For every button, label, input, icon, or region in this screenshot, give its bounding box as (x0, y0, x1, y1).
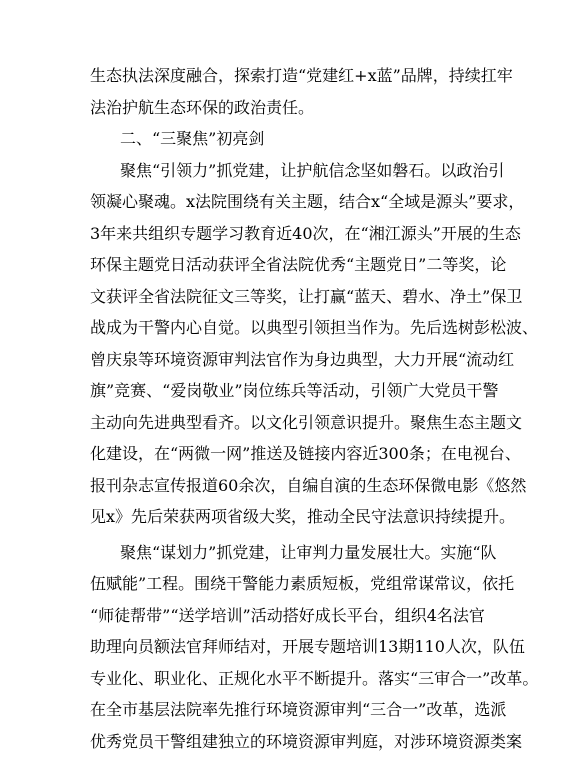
paragraph-line: 曾庆泉等环境资源审判法官作为身边典型，大力开展“流动红 (90, 350, 515, 369)
paragraph-line: 助理向员额法官拜师结对，开展专题培训13期110人次，队伍 (90, 637, 525, 656)
paragraph-line: 化建设，在“两微一网”推送及链接内容近300条；在电视台、 (90, 444, 521, 463)
paragraph-line: 聚焦“引领力”抓党建，让护航信念坚如磐石。以政治引 (120, 161, 505, 180)
paragraph-line: 在全市基层法院率先推行环境资源审判“三合一”改革，选派 (90, 700, 507, 719)
section-heading: 二、“三聚焦”初亮剑 (120, 129, 265, 148)
paragraph-line: 领凝心聚魂。x法院围绕有关主题，结合x“全域是源头”要求， (90, 192, 525, 211)
paragraph-line: 聚焦“谋划力”抓党建，让审判力量发展壮大。实施“队 (120, 543, 497, 562)
paragraph-line: 文获评全省法院征文三等奖，让打赢“蓝天、碧水、净土”保卫 (90, 287, 523, 306)
paragraph-line: “师徒帮带”“送学培训”活动搭好成长平台，组织4名法官 (90, 606, 485, 625)
paragraph-line: 报刊杂志宣传报道60余次，自编自演的生态环保微电影《悠然 (90, 476, 527, 495)
paragraph-line: 见x》先后荣获两项省级大奖，推动全民守法意识持续提升。 (90, 507, 516, 526)
paragraph-line: 优秀党员干警组建独立的环境资源审判庭，对涉环境资源类案 (90, 732, 523, 751)
paragraph-line: 生态执法深度融合，探索打造“党建红+x蓝”品牌，持续扛牢 (90, 66, 513, 85)
paragraph-line: 伍赋能”工程。围绕干警能力素质短板，党组常谋常议，依托 (90, 574, 515, 593)
paragraph-line: 专业化、职业化、正规化水平不断提升。落实“三审合一”改革。 (90, 669, 539, 688)
paragraph-line: 法治护航生态环保的政治责任。 (90, 98, 315, 117)
paragraph-line: 主动向先进典型看齐。以文化引领意识提升。聚焦生态主题文 (90, 413, 523, 432)
paragraph-line: 旗”竞赛、“爱岗敬业”岗位练兵等活动，引领广大党员干警 (90, 381, 499, 400)
paragraph-line: 战成为干警内心自觉。以典型引领担当作为。先后选树彭松波、 (90, 318, 539, 337)
paragraph-line: 3年来共组织专题学习教育近40次，在“湘江源头”开展的生态 (90, 224, 521, 243)
paragraph-line: 环保主题党日活动获评全省法院优秀“主题党日”二等奖，论 (90, 255, 507, 274)
